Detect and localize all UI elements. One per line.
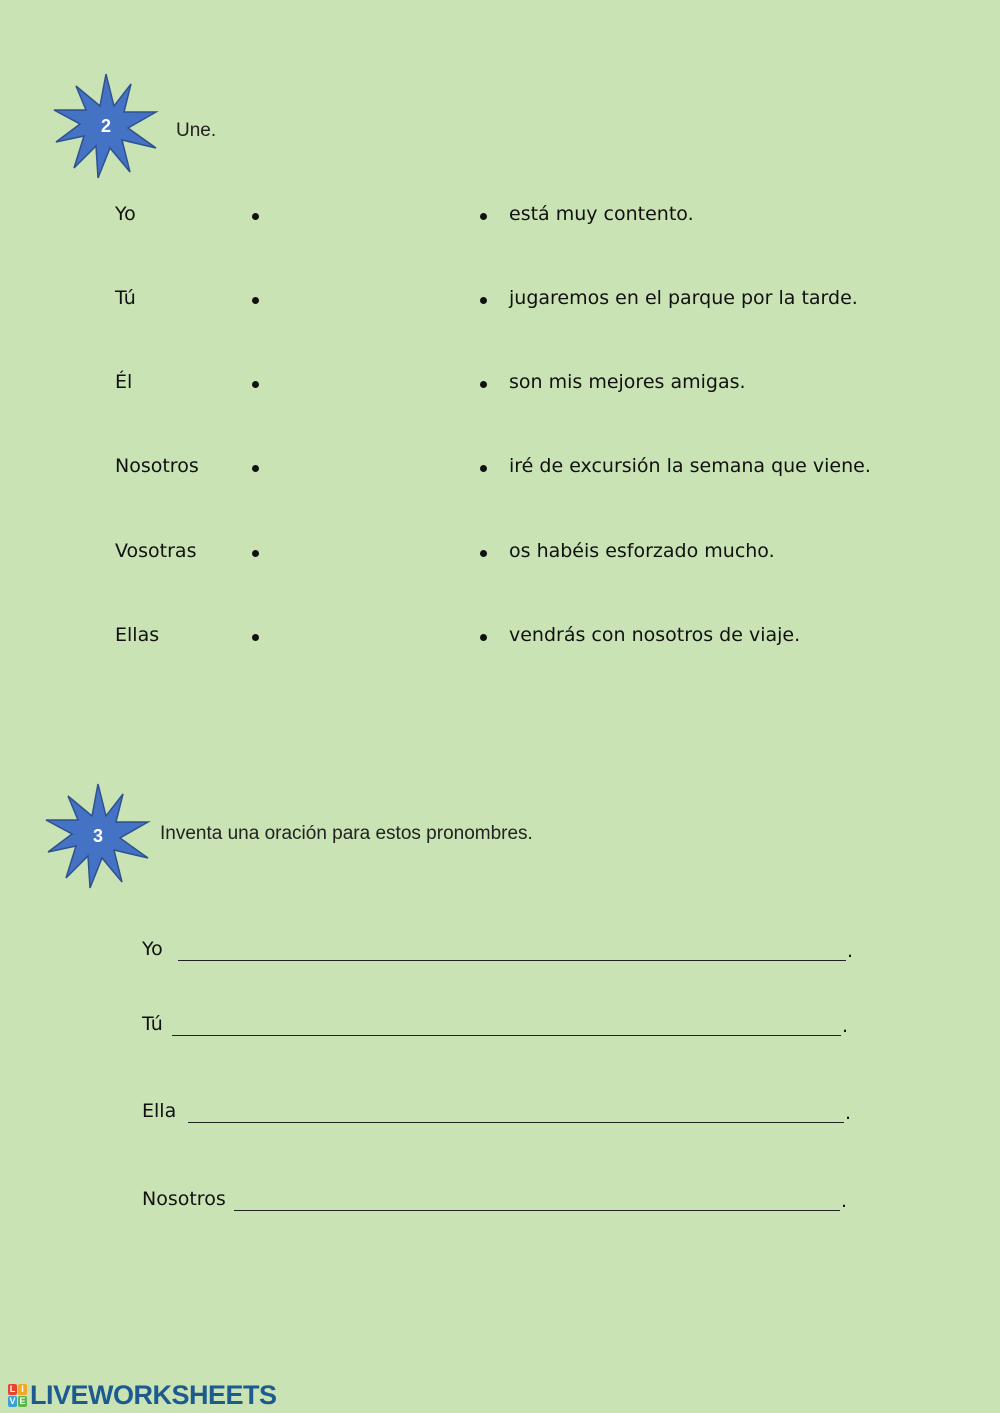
phrase-label: son mis mejores amigas.	[509, 371, 746, 393]
sentence-pronoun-label: Tú	[142, 1013, 163, 1035]
match-row	[0, 455, 1000, 485]
pronoun-label: Él	[115, 371, 133, 393]
logo-letter: V	[9, 1395, 16, 1406]
phrase-label: os habéis esforzado mucho.	[509, 540, 775, 562]
logo-letter: L	[9, 1383, 16, 1394]
sentence-pronoun-label: Yo	[142, 938, 163, 960]
pronoun-label: Vosotras	[115, 540, 197, 562]
phrase-connector-dot[interactable]	[480, 297, 487, 304]
sentence-answer-field[interactable]	[188, 1122, 844, 1123]
pronoun-connector-dot[interactable]	[252, 465, 259, 472]
sentence-period: .	[842, 1015, 849, 1037]
match-row	[0, 540, 1000, 570]
pronoun-label: Nosotros	[115, 455, 199, 477]
match-row	[0, 624, 1000, 654]
logo-letter: I	[18, 1384, 27, 1395]
liveworksheets-logo	[8, 1381, 277, 1409]
phrase-connector-dot[interactable]	[480, 634, 487, 641]
phrase-connector-dot[interactable]	[480, 550, 487, 557]
pronoun-label: Tú	[115, 287, 136, 309]
pronoun-connector-dot[interactable]	[252, 297, 259, 304]
sentence-line	[142, 1013, 862, 1043]
logo-mark-icon	[8, 1384, 27, 1407]
sentence-line	[142, 1188, 862, 1218]
pronoun-connector-dot[interactable]	[252, 634, 259, 641]
sentence-line	[142, 1100, 862, 1130]
match-row	[0, 371, 1000, 401]
sentence-period: .	[845, 1102, 852, 1124]
phrase-label: está muy contento.	[509, 203, 694, 225]
pronoun-label: Ellas	[115, 624, 160, 646]
exercise-3-star-icon	[44, 782, 152, 890]
pronoun-connector-dot[interactable]	[252, 550, 259, 557]
phrase-connector-dot[interactable]	[480, 381, 487, 388]
phrase-connector-dot[interactable]	[480, 465, 487, 472]
sentence-line	[142, 938, 862, 968]
brand-name: LIVEWORKSHEETS	[30, 1379, 277, 1410]
sentence-pronoun-label: Ella	[142, 1100, 177, 1122]
pronoun-connector-dot[interactable]	[252, 213, 259, 220]
exercise-2-instruction: Une.	[176, 120, 217, 141]
exercise-3-instruction: Inventa una oración para estos pronombres.	[160, 823, 533, 844]
phrase-connector-dot[interactable]	[480, 213, 487, 220]
sentence-pronoun-label: Nosotros	[142, 1188, 226, 1210]
logo-letter: E	[19, 1395, 26, 1406]
exercise-2-star-icon	[52, 72, 160, 180]
match-row	[0, 287, 1000, 317]
phrase-label: iré de excursión la semana que viene.	[509, 455, 871, 477]
pronoun-connector-dot[interactable]	[252, 381, 259, 388]
pronoun-label: Yo	[115, 203, 136, 225]
match-row	[0, 203, 1000, 233]
exercise-2-number: 2	[100, 115, 111, 136]
sentence-period: .	[847, 940, 854, 962]
phrase-label: vendrás con nosotros de viaje.	[509, 624, 801, 646]
sentence-answer-field[interactable]	[172, 1035, 841, 1036]
exercise-3-number: 3	[92, 825, 103, 846]
sentence-answer-field[interactable]	[234, 1210, 840, 1211]
phrase-label: jugaremos en el parque por la tarde.	[509, 287, 858, 309]
sentence-period: .	[841, 1190, 848, 1212]
sentence-answer-field[interactable]	[178, 960, 846, 961]
